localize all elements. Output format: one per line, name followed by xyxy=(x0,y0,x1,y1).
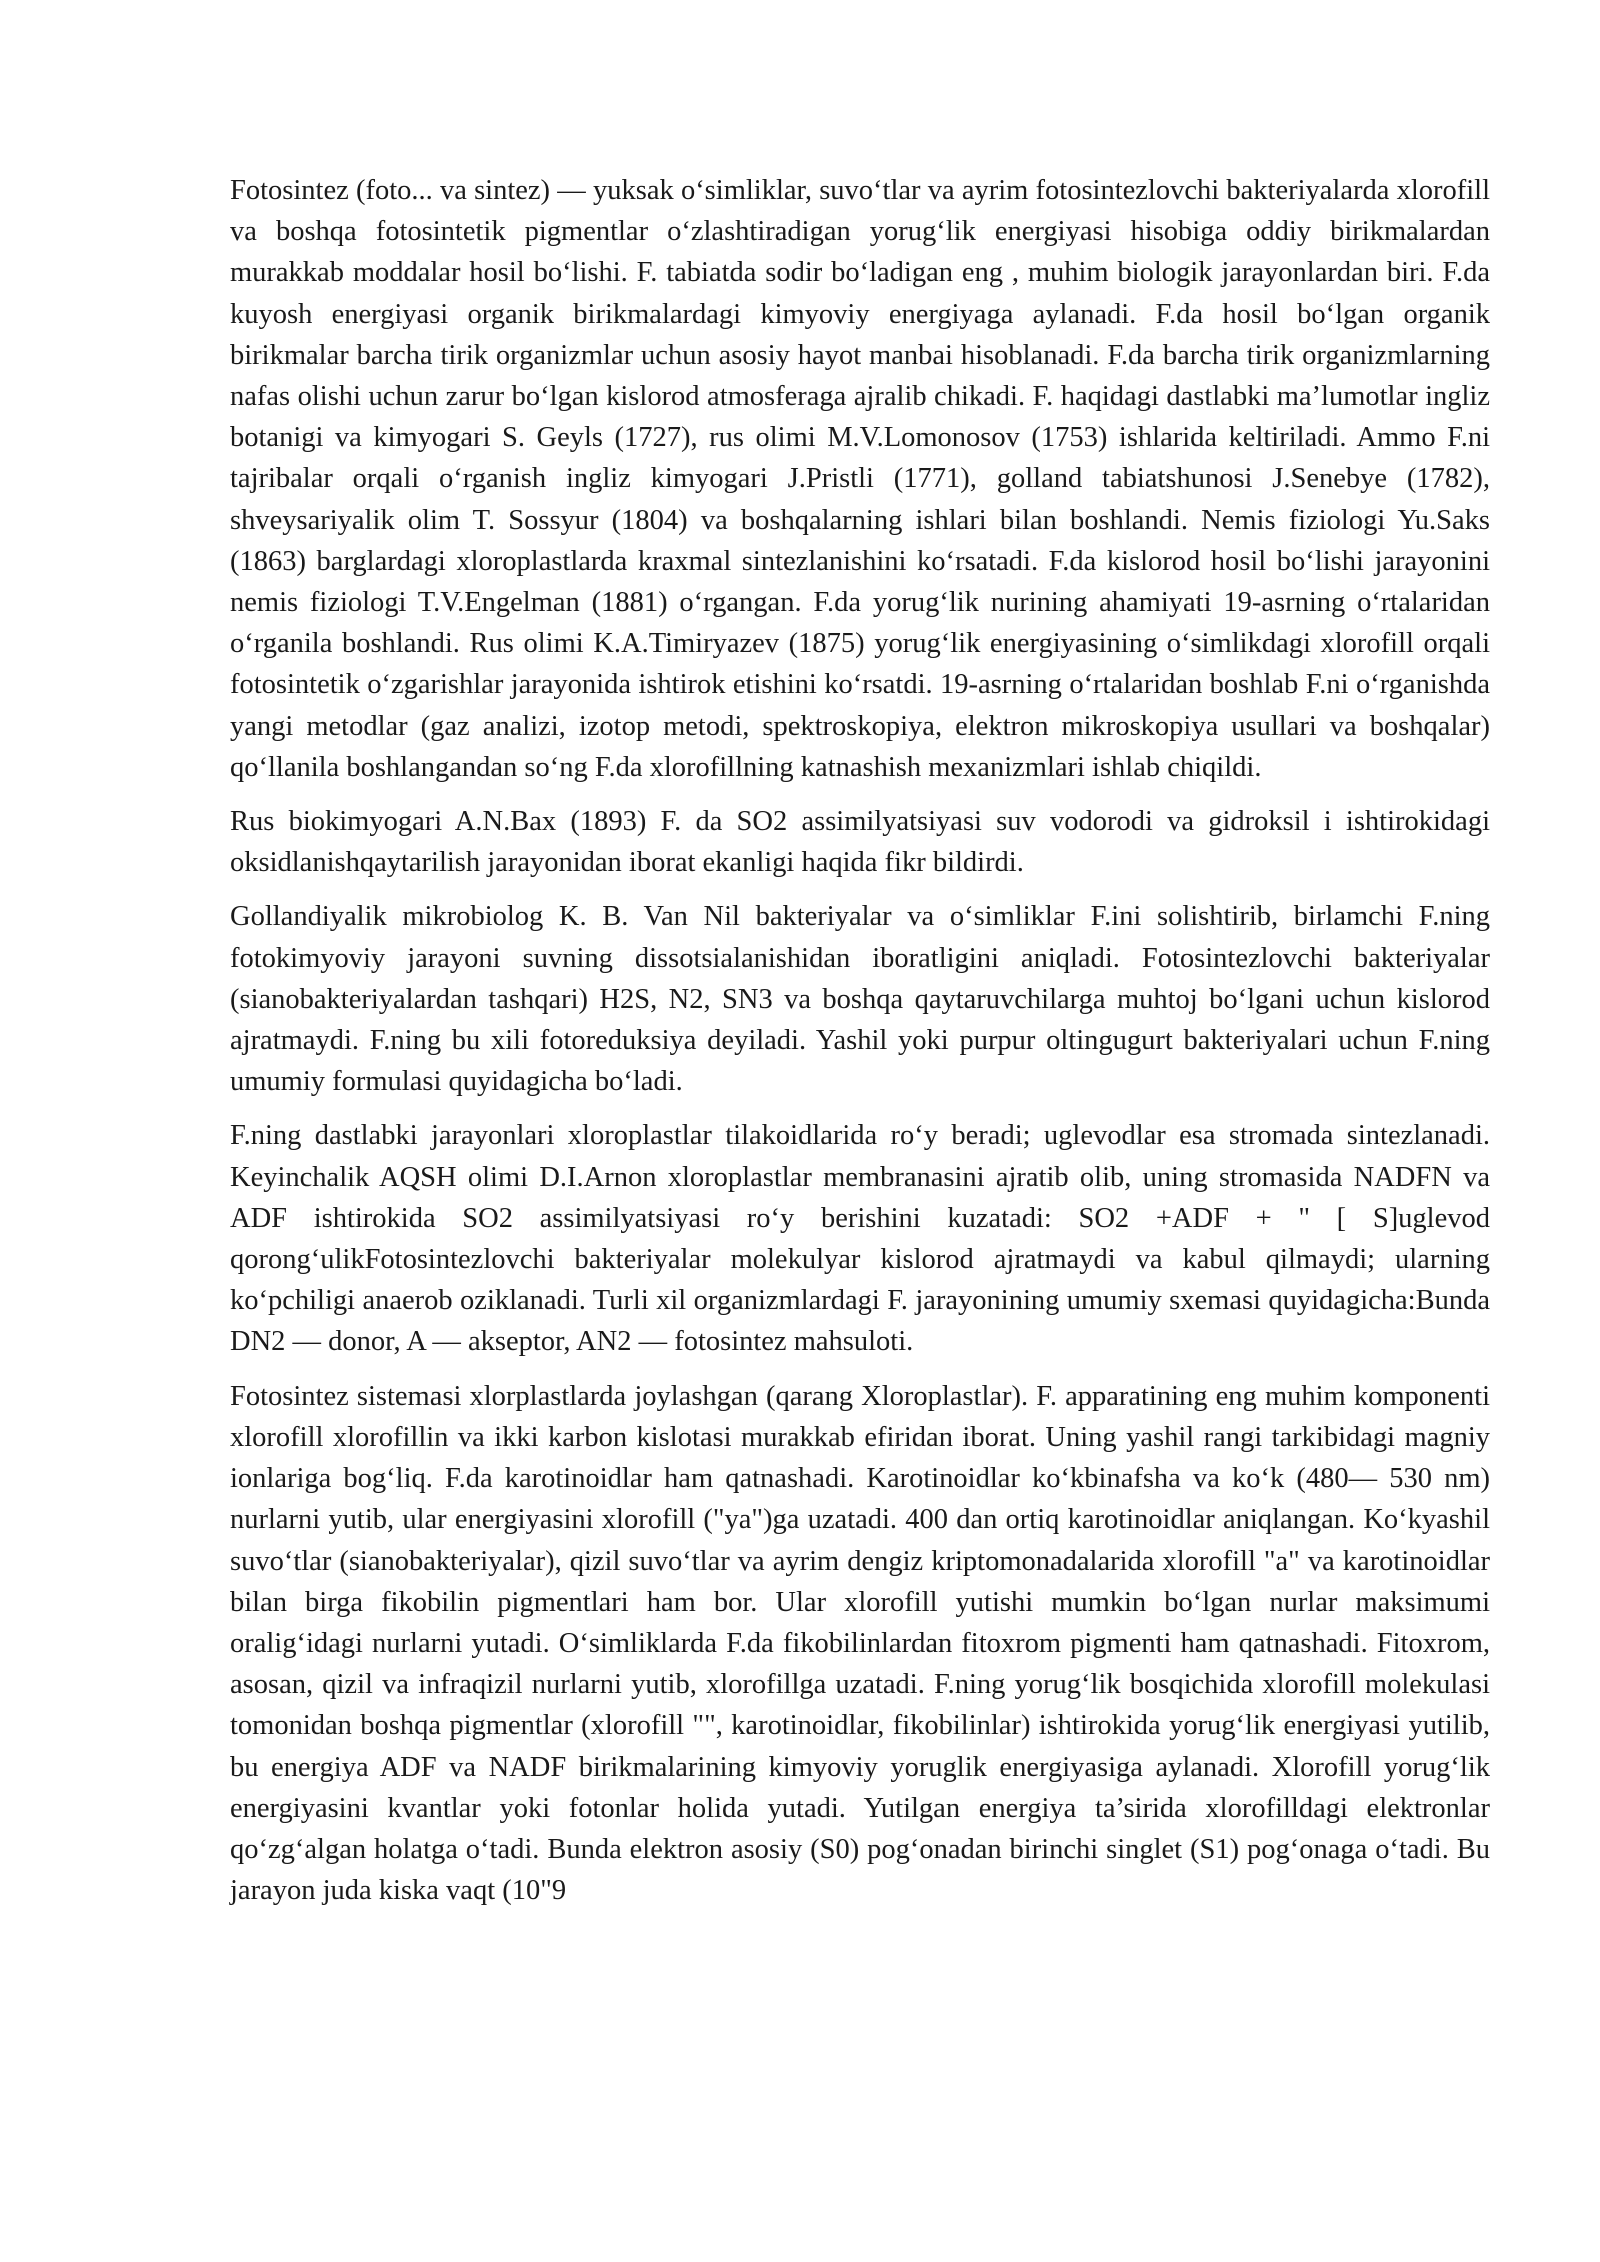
document-page xyxy=(230,170,1490,1924)
paragraph-fotosintez-intro: Fotosintez (foto... va sintez) — yuksak o‘simliklar, suvo‘tlar va ayrim fotosintezlovchi bakteriyalarda xlorofill va boshqa fotosintetik pigmentlar o‘zlashtiradigan yorug‘lik energiyasi hisobiga oddiy birikmalardan murakkab moddalar hosil bo‘lishi. F. tabiatda sodir bo‘ladigan eng , muhim biologik jarayonlardan biri. F.da kuyosh energiyasi organik birikmalardagi kimyoviy energiyaga aylanadi. F.da hosil bo‘lgan organik birikmalar barcha tirik organizmlar uchun asosiy hayot manbai hisoblanadi. F.da barcha tirik organizmlarning nafas olishi uchun zarur bo‘lgan kislorod atmosferaga ajralib chikadi. F. haqidagi dastlabki ma’lumotlar ingliz botanigi va kimyogari S. Geyls (1727), rus olimi M.V.Lomonosov (1753) ishlarida keltiriladi. Ammo F.ni tajribalar orqali o‘rganish ingliz kimyogari J.Pristli (1771), golland tabiatshunosi J.Senebye (1782), shveysariyalik olim T. Sossyur (1804) va boshqalarning ishlari bilan boshlandi. Nemis fiziologi Yu.Saks (1863) barglardagi xloroplastlarda kraxmal sintezlanishini ko‘rsatadi. F.da kislorod hosil bo‘lishi jarayonini nemis fiziologi T.V.Engelman (1881) o‘rgangan. F.da yorug‘lik nurining ahamiyati 19-asrning o‘rtalaridan o‘rganila boshlandi. Rus olimi K.A.Timiryazev (1875) yorug‘lik energiyasining o‘simlikdagi xlorofill orqali fotosintetik o‘zgarishlar jarayonida ishtirok etishini ko‘rsatdi. 19-asrning o‘rtalaridan boshlab F.ni o‘rganishda yangi metodlar (gaz analizi, izotop metodi, spektroskopiya, elektron mikroskopiya usullari va boshqalar) qo‘llanila boshlangandan so‘ng F.da xlorofillning katnashish mexanizmlari ishlab chiqildi. xyxy=(230,175,1490,783)
paragraph-van-nil: Gollandiyalik mikrobiolog K. B. Van Nil bakteriyalar va o‘simliklar F.ini solishtirib, birlamchi F.ning fotokimyoviy jarayoni suvning dissotsialanishidan iboratligini aniqladi. Fotosintezlovchi bakteriyalar (sianobakteriyalardan tashqari) H2S, N2, SN3 va boshqa qaytaruvchilarga muhtoj bo‘lgani uchun kislorod ajratmaydi. F.ning bu xili fotoreduksiya deyiladi. Yashil yoki purpur oltingugurt bakteriyalari uchun F.ning umumiy formulasi quyidagicha bo‘ladi. xyxy=(230,901,1490,1098)
paragraph-arnon: F.ning dastlabki jarayonlari xloroplastlar tilakoidlarida ro‘y beradi; uglevodlar esa stromada sintezlanadi. Keyinchalik AQSH olimi D.I.Arnon xloroplastlar membranasini ajratib olib, uning stromasida NADFN va ADF ishtirokida SO2 assimilyatsiyasi ro‘y berishini kuzatadi: SO2 +ADF + " [ S]uglevod qorong‘ulikFotosintezlovchi bakteriyalar molekulyar kislorod ajratmaydi va kabul qilmaydi; ularning ko‘pchiligi anaerob oziklanadi. Turli xil organizmlardagi F. jarayonining umumiy sxemasi quyidagicha:Bunda DN2 — donor, A — akseptor, AN2 — fotosintez mahsuloti. xyxy=(230,1120,1490,1358)
paragraph-sistemasi: Fotosintez sistemasi xlorplastlarda joylashgan (qarang Xloroplastlar). F. apparatining eng muhim komponenti xlorofill xlorofillin va ikki karbon kislotasi murakkab efiridan iborat. Uning yashil rangi tarkibidagi magniy ionlariga bog‘liq. F.da karotinoidlar ham qatnashadi. Karotinoidlar ko‘kbinafsha va ko‘k (480— 530 nm) nurlarni yutib, ular energiyasini xlorofill ("ya")ga uzatadi. 400 dan ortiq karotinoidlar aniqlangan. Ko‘kyashil suvo‘tlar (sianobakteriyalar), qizil suvo‘tlar va ayrim dengiz kriptomonadalarida xlorofill "a" va karotinoidlar bilan birga fikobilin pigmentlari ham bor. Ular xlorofill yutishi mumkin bo‘lgan nurlar maksimumi oralig‘idagi nurlarni yutadi. O‘simliklarda F.da fikobilinlardan fitoxrom pigmenti ham qatnashadi. Fitoxrom, asosan, qizil va infraqizil nurlarni yutib, xlorofillga uzatadi. F.ning yorug‘lik bosqichida xlorofill molekulasi tomonidan boshqa pigmentlar (xlorofill "", karotinoidlar, fikobilinlar) ishtirokida yorug‘lik energiyasi yutilib, bu energiya ADF va NADF birikmalarining kimyoviy yoruglik energiyasiga aylanadi. Xlorofill yorug‘lik energiyasini kvantlar yoki fotonlar holida yutadi. Yutilgan energiya ta’sirida xlorofilldagi elektronlar qo‘zg‘algan holatga o‘tadi. Bunda elektron asosiy (S0) pog‘onadan birinchi singlet (S1) pog‘onaga o‘tadi. Bu jarayon juda kiska vaqt (10"9 xyxy=(230,1380,1490,1907)
paragraph-bax: Rus biokimyogari A.N.Bax (1893) F. da SO2 assimilyatsiyasi suv vodorodi va gidroksil i ishtirokidagi oksidlanishqaytarilish jarayonidan iborat ekanligi haqida fikr bildirdi. xyxy=(230,806,1490,879)
